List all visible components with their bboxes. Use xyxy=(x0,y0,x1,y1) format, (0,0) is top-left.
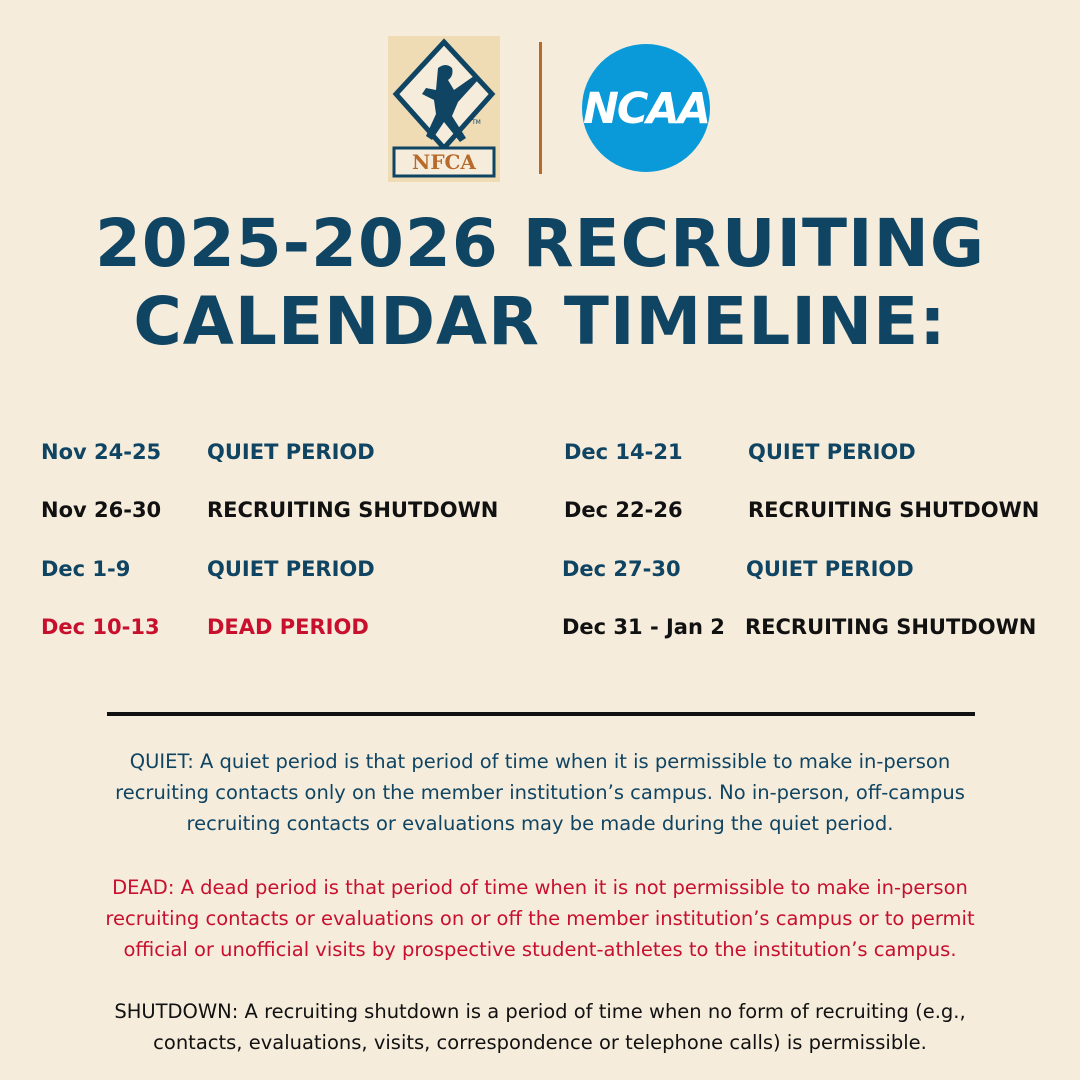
title-line-2: CALENDAR TIMELINE: xyxy=(133,283,947,360)
right-date-2: Dec 22-26 xyxy=(564,498,683,522)
left-date-2: Nov 26-30 xyxy=(41,498,162,522)
right-period-1: QUIET PERIOD xyxy=(748,440,916,464)
logo-divider xyxy=(539,42,542,174)
dead-definition xyxy=(40,872,1040,965)
shutdown-definition xyxy=(40,996,1040,1058)
left-period-1: QUIET PERIOD xyxy=(207,440,375,464)
right-date-4: Dec 31 - Jan 2 xyxy=(562,615,725,639)
quiet-definition-line-3: recruiting contacts or evaluations may be made during the quiet period. xyxy=(186,812,894,835)
ncaa-wordmark: NCAA xyxy=(582,84,710,134)
quiet-definition-line-1: QUIET: A quiet period is that period of time when it is permissible to make in-person xyxy=(129,750,951,773)
logo-header xyxy=(0,36,1080,186)
dead-definition-line-2: recruiting contacts or evaluations on or off the member institution’s campus or to permit xyxy=(105,907,975,930)
page-title xyxy=(0,205,1080,361)
quiet-definition xyxy=(40,746,1040,839)
right-period-2: RECRUITING SHUTDOWN xyxy=(748,498,1040,522)
left-period-3: QUIET PERIOD xyxy=(207,557,375,581)
shutdown-definition-line-2: contacts, evaluations, visits, correspondence or telephone calls) is permissible. xyxy=(153,1031,927,1054)
quiet-definition-line-2: recruiting contacts only on the member institution’s campus. No in-person, off-campus xyxy=(115,781,965,804)
left-period-2: RECRUITING SHUTDOWN xyxy=(207,498,499,522)
left-date-1: Nov 24-25 xyxy=(41,440,162,464)
nfca-wordmark: NFCA xyxy=(412,150,476,174)
nfca-logo xyxy=(388,36,500,182)
left-date-3: Dec 1-9 xyxy=(41,557,131,581)
section-divider xyxy=(107,712,975,716)
right-period-3: QUIET PERIOD xyxy=(746,557,914,581)
trademark-mark: TM xyxy=(472,119,481,126)
dead-definition-line-3: official or unofficial visits by prospective student-athletes to the institution’s campus. xyxy=(123,938,957,961)
left-period-4: DEAD PERIOD xyxy=(207,615,369,639)
right-period-4: RECRUITING SHUTDOWN xyxy=(745,615,1037,639)
ncaa-logo xyxy=(582,44,710,172)
left-date-4: Dec 10-13 xyxy=(41,615,160,639)
right-date-3: Dec 27-30 xyxy=(562,557,681,581)
shutdown-definition-line-1: SHUTDOWN: A recruiting shutdown is a period of time when no form of recruiting (e.g., xyxy=(114,1000,966,1023)
title-line-1: 2025-2026 RECRUITING xyxy=(94,205,986,282)
right-date-1: Dec 14-21 xyxy=(564,440,683,464)
dead-definition-line-1: DEAD: A dead period is that period of time when it is not permissible to make in-person xyxy=(112,876,968,899)
